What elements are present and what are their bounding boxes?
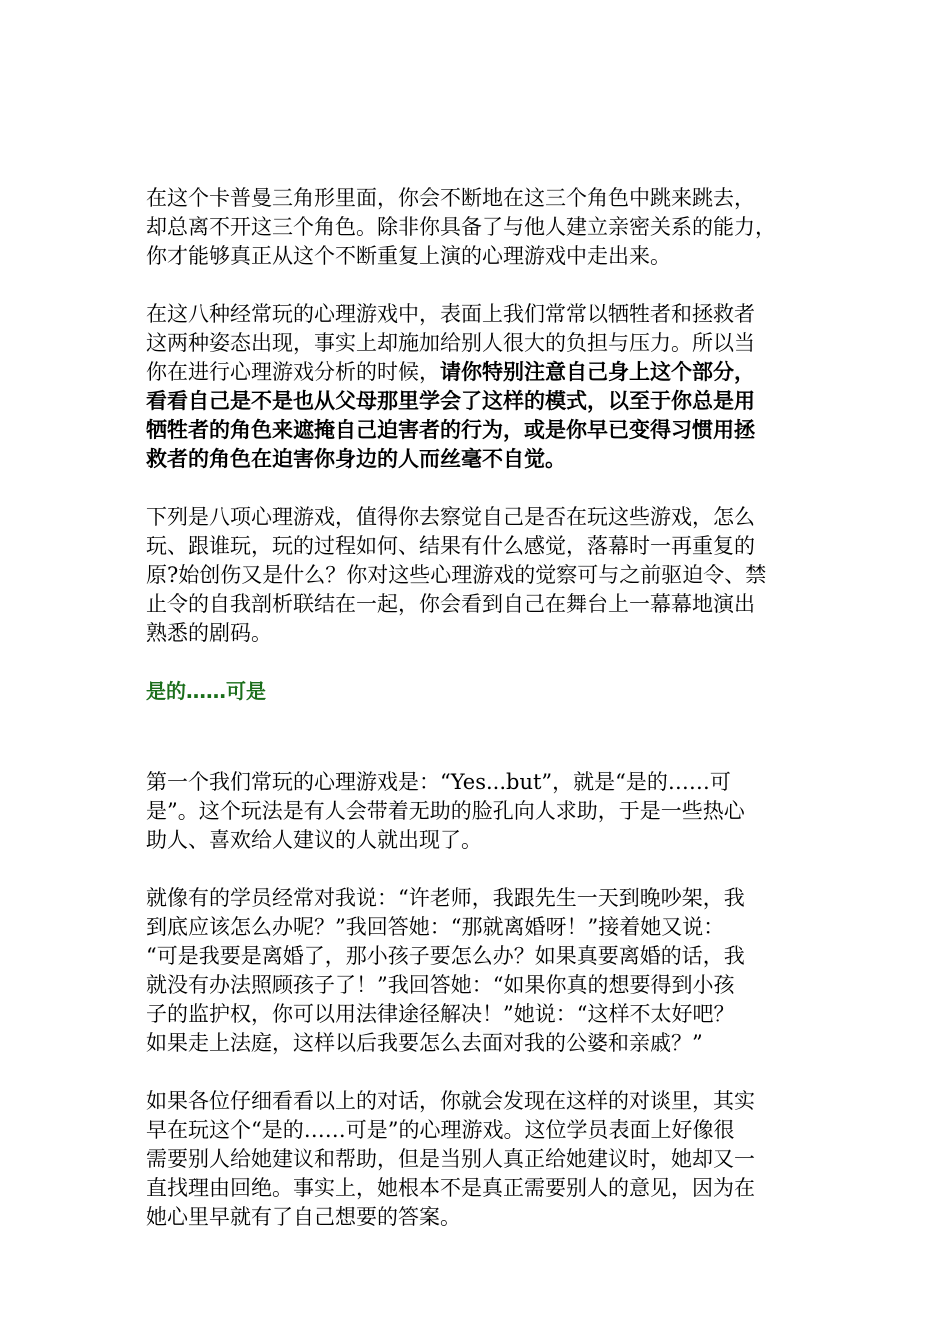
text-line: 就没有办法照顾孩子了！”我回答她：“如果你真的想要得到小孩 xyxy=(146,973,735,997)
text-line: 在这个卡普曼三角形里面，你会不断地在这三个角色中跳来跳去， xyxy=(146,186,755,210)
text-line: 下列是八项心理游戏，值得你去察觉自己是否在玩这些游戏，怎么 xyxy=(146,505,755,529)
paragraph-spacer xyxy=(146,271,810,300)
paragraph-3 xyxy=(146,503,810,648)
text-line: 第一个我们常玩的心理游戏是：“Yes...but”，就是“是的……可 xyxy=(146,770,731,794)
text-emphasis-line: 牺牲者的角色来遮掩自己迫害者的行为，或是你早已变得习惯用拯 xyxy=(146,418,755,442)
text-emphasis-line: 看看自己是不是也从父母那里学会了这样的模式，以至于你总是用 xyxy=(146,389,755,413)
document-page xyxy=(146,184,810,1232)
text-line: 玩、跟谁玩，玩的过程如何、结果有什么感觉，落幕时一再重复的 xyxy=(146,534,755,558)
text-line: 止令的自我剖析联结在一起，你会看到自己在舞台上一幕幕地演出 xyxy=(146,592,755,616)
text-line: “可是我要是离婚了，那小孩子要怎么办？如果真要离婚的话，我 xyxy=(146,944,745,968)
paragraph-spacer xyxy=(146,648,810,677)
text-line: 这两种姿态出现，事实上却施加给别人很大的负担与压力。所以当 xyxy=(146,331,755,355)
text-line: 你才能够真正从这个不断重复上演的心理游戏中走出来。 xyxy=(146,244,671,268)
text-line: 熟悉的剧码。 xyxy=(146,621,272,645)
text-line-mixed xyxy=(146,358,810,387)
text-line: 如果走上法庭，这样以后我要怎么去面对我的公婆和亲戚？” xyxy=(146,1031,703,1055)
paragraph-spacer xyxy=(146,474,810,503)
paragraph-2 xyxy=(146,300,810,474)
text-line: 直找理由回绝。事实上，她根本不是真正需要别人的意见，因为在 xyxy=(146,1176,755,1200)
text-line: 在这八种经常玩的心理游戏中，表面上我们常常以牺牲者和拯救者 xyxy=(146,302,755,326)
text-line: 到底应该怎么办呢？”我回答她：“那就离婚呀！”接着她又说： xyxy=(146,915,725,939)
text-emphasis: 请你特别注意自己身上这个部分， xyxy=(440,360,755,384)
text-line: 她心里早就有了自己想要的答案。 xyxy=(146,1205,461,1229)
paragraph-spacer xyxy=(146,706,810,768)
text-line: 助人、喜欢给人建议的人就出现了。 xyxy=(146,828,482,852)
paragraph-5 xyxy=(146,884,810,1058)
section-heading: 是的……可是 xyxy=(146,679,266,703)
paragraph-1 xyxy=(146,184,810,271)
paragraph-spacer xyxy=(146,1058,810,1087)
text-normal: 你在进行心理游戏分析的时候， xyxy=(146,360,440,384)
paragraph-4 xyxy=(146,768,810,855)
text-line: 就像有的学员经常对我说：“许老师，我跟先生一天到晚吵架，我 xyxy=(146,886,745,910)
text-line: 却总离不开这三个角色。除非你具备了与他人建立亲密关系的能力， xyxy=(146,215,776,239)
text-line: 早在玩这个“是的……可是”的心理游戏。这位学员表面上好像很 xyxy=(146,1118,735,1142)
text-line: 是”。这个玩法是有人会带着无助的脸孔向人求助，于是一些热心 xyxy=(146,799,745,823)
paragraph-spacer xyxy=(146,855,810,884)
text-line: 子的监护权，你可以用法律途径解决！”她说：“这样不太好吧？ xyxy=(146,1002,735,1026)
paragraph-6 xyxy=(146,1087,810,1232)
text-line: 原?始创伤又是什么？你对这些心理游戏的觉察可与之前驱迫令、禁 xyxy=(146,563,767,587)
text-emphasis-line: 救者的角色在迫害你身边的人而丝毫不自觉。 xyxy=(146,447,566,471)
text-line: 需要别人给她建议和帮助，但是当别人真正给她建议时，她却又一 xyxy=(146,1147,755,1171)
text-line: 如果各位仔细看看以上的对话，你就会发现在这样的对谈里，其实 xyxy=(146,1089,755,1113)
